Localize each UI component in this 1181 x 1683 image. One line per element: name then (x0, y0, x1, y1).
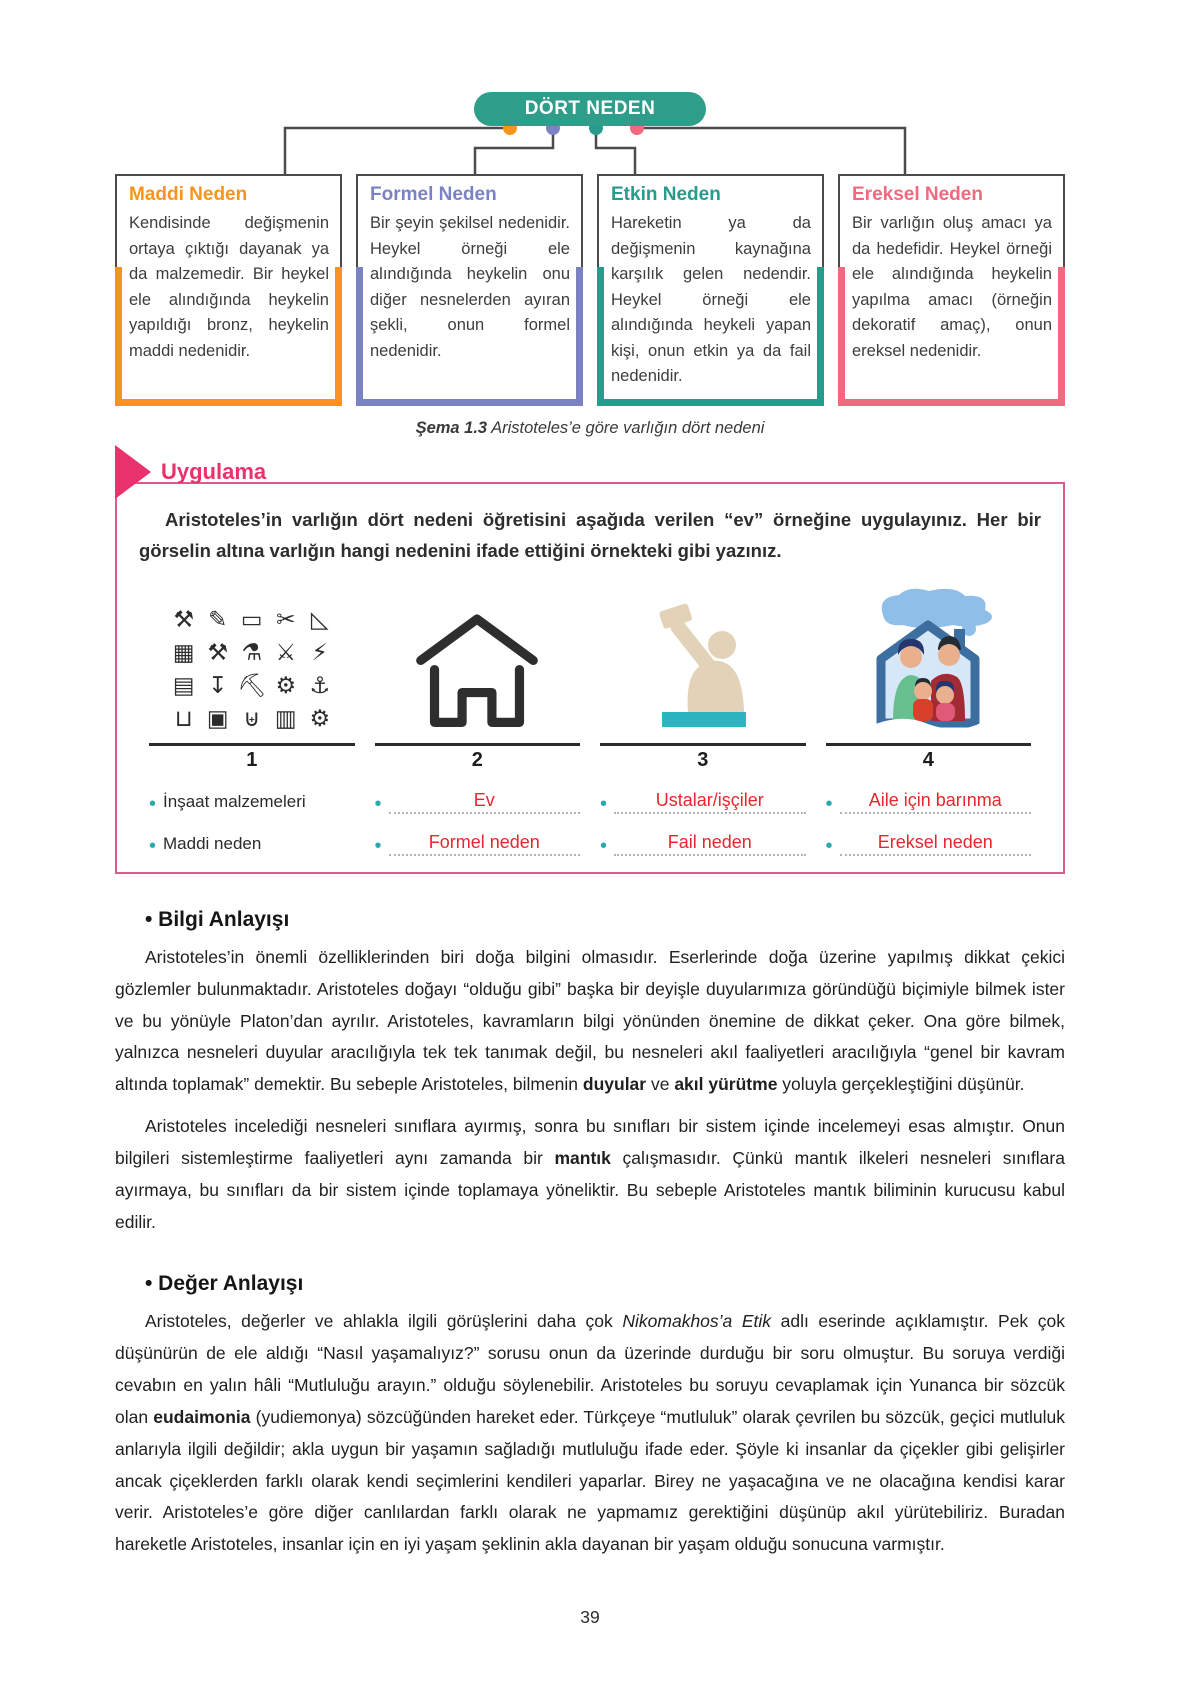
ereksel-neden-box (838, 174, 1065, 406)
uygulama-header (115, 448, 1065, 496)
example-figures-row (139, 583, 1041, 856)
written-answer: Fail neden (614, 832, 805, 856)
house-icon (402, 603, 552, 735)
example-column-1 (139, 583, 365, 856)
brick-wall-icon: ▤ (172, 671, 195, 698)
ereksel-neden-text: Bir varlığın oluş amacı ya da hedefidir. Heykel örneği ele alındığında heykelin yapılma amacı (örneğin dekoratif amaç), onun ereksel nedenidir. (852, 214, 1052, 360)
family-home-icon (847, 585, 1009, 735)
bullet-icon: • (149, 834, 157, 857)
construction-tools-figure (149, 583, 355, 735)
wrench-screwdriver-icon: ✂ (276, 605, 296, 632)
bullet-icon: • (374, 834, 382, 857)
example-column-2 (365, 583, 591, 856)
schema-caption-text: Aristoteles’e göre varlığın dört nedeni (487, 418, 765, 437)
paragraph-bilgi-1: Aristoteles’in önemli özelliklerinden biri doğa bilgini olmasıdır. Eserlerinde doğa üzerine yapılmış dikkat çekici gözlemler bulunmaktadır. Aristoteles doğayı “olduğu gibi” başka bir deyişle duyularımıza göründüğü biçimiyle bilmek ister ve bu yönüyle Platon’dan ayrılır. Aristoteles, kavramların bilgi yönünden önemine de dikkat çeker. Ona göre bilmek, yalnızca nesneleri duyular aracılığıyla tek tek tanımak değil, bu nesneleri akıl faaliyetleri aracılığıyla “genel bir kavram altında toplamak” demektir. Bu sebeple Aristoteles, bilmenin duyular ve akıl yürütme yoluyla gerçekleştiğini düşünür. (115, 946, 1065, 1095)
written-answer: Aile için barınma (840, 790, 1031, 814)
ereksel-neden-title: Ereksel Neden (852, 184, 983, 205)
bullet-icon: • (600, 834, 608, 857)
answer-text: İnşaat malzemeleri (163, 791, 306, 811)
arrow-right-icon (115, 445, 151, 499)
formel-neden-box (356, 174, 583, 406)
dort-neden-diagram (115, 92, 1065, 438)
uygulama-title: Uygulama (161, 458, 267, 484)
etkin-neden-box (597, 174, 824, 406)
maddi-neden-text: Kendisinde değişmenin ortaya çıktığı dayanak ya da malzemedir. Bir heykel ele alındığında heykelin yapıldığı bronz, heykelin maddi nedenidir. (129, 214, 329, 360)
written-answer: Ereksel neden (840, 832, 1031, 856)
figure-underline (826, 743, 1032, 746)
answer-row (600, 783, 806, 814)
written-answer: Ustalar/işçiler (614, 790, 805, 814)
bullet-icon: • (825, 792, 833, 815)
uygulama-instructions: Aristoteles’in varlığın dört nedeni öğretisini aşağıda verilen “ev” örneğine uygulayınız. Her bir görselin altına varlığın hangi nedenini ifade ettiğini örnekteki gibi yazınız. (139, 508, 1041, 562)
figure-number: 2 (471, 748, 483, 771)
gear-icon: ⚙ (309, 704, 331, 731)
connector-lines (115, 120, 1065, 176)
maddi-neden-box (115, 174, 342, 406)
diagram-title-pill: DÖRT NEDEN (474, 92, 706, 126)
answer-row (826, 783, 1032, 814)
etkin-neden-title: Etkin Neden (611, 184, 721, 205)
figure-underline (375, 743, 581, 746)
toolbox-icon: ▣ (206, 704, 229, 731)
worker-icon: ⚒ (173, 605, 195, 632)
section-heading-deger-anlayisi: • Değer Anlayışı (145, 1272, 304, 1296)
formel-neden-text: Bir şeyin şekilsel nedenidir. Heykel örneği ele alındığında heykelin onu diğer nesnelerden ayıran şekli, onun formel nedenidir. (370, 214, 570, 360)
answer-row (149, 783, 355, 814)
cause-boxes (115, 174, 1065, 406)
bullet-icon: • (825, 834, 833, 857)
tool-icons-grid (167, 603, 337, 735)
drill-icon: ⚙ (275, 671, 297, 698)
sculptor-figure (600, 583, 806, 735)
figure-number: 4 (922, 748, 934, 771)
bullet-icon: • (374, 792, 382, 815)
etkin-neden-text: Hareketin ya da değişmenin kaynağına karşılık gelen nedendir. Heykel örneği ele alındığında heykeli yapan kişi, onun etkin ya da fail nedenidir. (611, 214, 811, 386)
building-icon: ▦ (172, 638, 195, 665)
family-home-figure (826, 583, 1032, 735)
formel-neden-title: Formel Neden (370, 184, 497, 205)
paragraph-bilgi-2: Aristoteles incelediği nesneleri sınıflara ayırmış, sonra bu sınıfları bir sistem içinde incelemeyi esas almıştır. Onun bilgileri sistemleştirme faaliyetleri aynı zamanda bir mantık çalışmasıdır. Çünkü mantık ilkeleri nesneleri sınıflara ayırmaya, bu sınıfları da bir sistem içinde toplamaya yöneliktir. Bu sebeple Aristoteles mantık biliminin kurucusu kabul edilir. (115, 1116, 1065, 1232)
written-answer: Formel neden (389, 832, 580, 856)
answer-row (149, 825, 355, 856)
section-heading-bilgi-anlayisi: • Bilgi Anlayışı (145, 907, 290, 931)
figure-number: 3 (697, 748, 709, 771)
trowel-icon: ◺ (310, 605, 329, 632)
faucet-icon: ⚗ (241, 638, 263, 665)
figure-number: 1 (246, 748, 258, 771)
masonry-trowel-icon: ▥ (274, 704, 297, 731)
paint-roller-icon: ▭ (240, 605, 263, 632)
page-number: 39 (580, 1607, 600, 1628)
plumb-bob-icon: ↧ (208, 671, 228, 698)
schema-caption (115, 419, 1065, 438)
maddi-neden-title: Maddi Neden (129, 184, 248, 205)
crane-icon: ⚓ (309, 671, 331, 698)
answer-row (826, 825, 1032, 856)
bullet-icon: • (149, 792, 157, 815)
house-outline-figure (375, 583, 581, 735)
hammer-wrench-icon: ⚒ (207, 638, 229, 665)
wheelbarrow-icon: ⊔ (174, 704, 193, 731)
figure-underline (600, 743, 806, 746)
bullet-icon: • (600, 792, 608, 815)
paragraph-deger-1: Aristoteles, değerler ve ahlakla ilgili görüşlerini daha çok Nikomakhos’a Etik adlı eserinde açıklamıştır. Pek çok düşünürün de ele aldığı “Nasıl yaşamalıyız?” sorusu onun da üzerinde durduğu bir soru olmuştur. Bu soruya verdiği cevabın en yalın hâli “Mutluluğu arayın.” olduğu söylenebilir. Aristoteles bu soruyu cevaplamak için Yunanca bir sözcük olan eudaimonia (yudiemonya) sözcüğünden hareket eder. Türkçeye “mutluluk” olarak çevrilen bu sözcük, geçici mutluluk anlarıyla ilgili değildir; akla uygun bir yaşamın sağladığı mutluluğu ifade eder. Şöyle ki insanlar da çiçekler gibi gelişirler ancak çiçeklerden farklı olarak kendi seçimlerini kendileri yaparlar. Birey ne yaşacağına ve ne olacağına kendisi karar verir. Aristoteles’e göre diğer canlılardan farklı olarak ne yapmamız gerektiğini düşünüp akıl yürütebiliriz. Buradan hareketle Aristoteles, insanlar için en iyi yaşam şeklinin akla dayanan bir yaşam olduğu sonucuna varmıştır. (115, 1311, 1065, 1555)
example-column-4 (816, 583, 1042, 856)
answer-row (375, 825, 581, 856)
written-answer: Ev (389, 790, 580, 814)
example-column-3 (590, 583, 816, 856)
figure-underline (149, 743, 355, 746)
saw-icon: ⚔ (275, 638, 297, 665)
bucket-icon: ⊎ (243, 704, 261, 731)
pickaxe-icon: ⛏ (237, 671, 267, 698)
schema-caption-label: Şema 1.3 (415, 418, 488, 437)
uygulama-box (115, 482, 1065, 874)
lightbulb-icon: ⚡ (311, 638, 328, 665)
pencil-ruler-icon: ✎ (208, 605, 228, 632)
answer-row (375, 783, 581, 814)
sculptor-icon (628, 595, 778, 735)
answer-text: Maddi neden (163, 833, 262, 853)
answer-row (600, 825, 806, 856)
